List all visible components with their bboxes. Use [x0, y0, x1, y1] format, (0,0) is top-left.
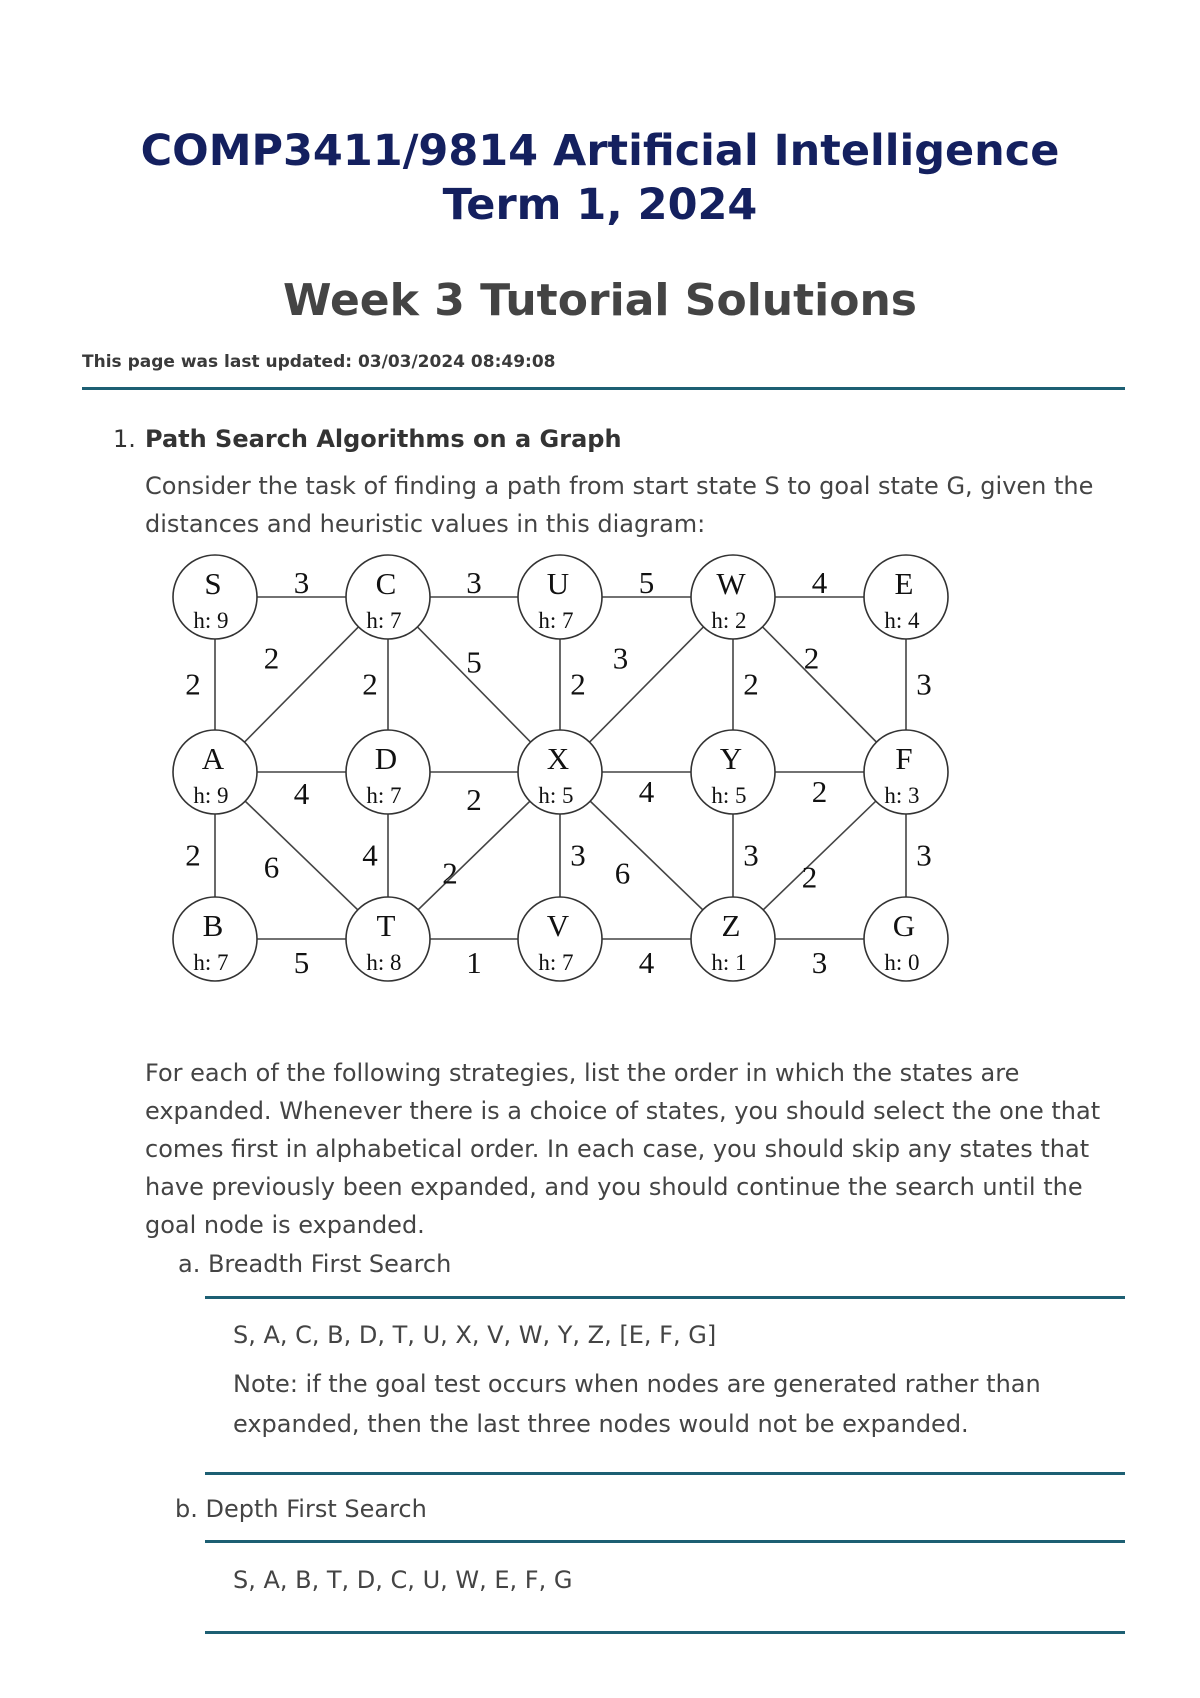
edge-weight-X-Y: 4: [638, 774, 655, 809]
node-heuristic-B: h: 7: [193, 950, 229, 975]
node-Y: [691, 730, 775, 814]
node-heuristic-E: h: 4: [884, 608, 920, 633]
edge-weight-C-D: 2: [362, 666, 378, 702]
node-label-C: C: [375, 566, 397, 601]
edge-weight-T-V: 1: [466, 945, 482, 980]
question-title: Path Search Algorithms on a Graph: [145, 425, 622, 453]
edge-weight-D-T: 4: [362, 837, 378, 873]
node-heuristic-C: h: 7: [366, 608, 402, 633]
part-b-label: b. Depth First Search: [175, 1495, 427, 1523]
node-U: [518, 555, 602, 639]
edge-weight-A-T: 6: [263, 849, 280, 885]
edge-weight-S-A: 2: [185, 666, 201, 702]
edge-weight-Y-F: 2: [811, 774, 828, 809]
edge-weight-X-Z: 6: [614, 855, 631, 891]
question-instructions: For each of the following strategies, list the order in which the states are expanded. Whenever there is a choice of states, you should select the one that comes first in alphabetical order. In each case, you should skip any states that have previously been expanded, and you should continue the search until the goal node is expanded.: [145, 1059, 1101, 1239]
node-T: [346, 897, 430, 981]
node-label-A: A: [201, 741, 225, 776]
edge-weight-A-B: 2: [185, 837, 201, 873]
node-label-U: U: [546, 566, 570, 601]
edge-weight-W-E: 4: [811, 565, 828, 600]
part-a-label: a. Breadth First Search: [178, 1250, 452, 1278]
node-heuristic-S: h: 9: [193, 608, 229, 633]
edge-weight-V-Z: 4: [638, 945, 655, 980]
node-label-F: F: [895, 741, 913, 776]
node-label-E: E: [894, 566, 914, 601]
edge-weight-W-Y: 2: [743, 666, 759, 702]
node-label-W: W: [716, 566, 746, 601]
question-intro: Consider the task of finding a path from start state S to goal state G, given the distances and heuristic values in this diagram:: [145, 472, 1094, 538]
node-heuristic-F: h: 3: [884, 783, 920, 808]
edge-weight-X-V: 3: [570, 837, 586, 873]
question-number: 1.: [113, 425, 136, 453]
edge-weight-A-D: 4: [293, 776, 310, 811]
node-F: [864, 730, 948, 814]
node-heuristic-D: h: 7: [366, 783, 402, 808]
node-S: [173, 555, 257, 639]
node-label-Y: Y: [719, 741, 743, 776]
node-label-X: X: [546, 741, 570, 776]
edge-weight-T-X: 2: [442, 855, 458, 891]
edge-weight-U-W: 5: [638, 565, 655, 600]
node-label-G: G: [892, 908, 916, 943]
node-W: [691, 555, 775, 639]
edge-weight-E-F: 3: [916, 666, 932, 702]
node-V: [518, 897, 602, 981]
course-term: Term 1, 2024: [442, 180, 758, 230]
course-title: COMP3411/9814 Artificial Intelligence: [140, 126, 1060, 176]
edge-weight-Z-F: 2: [801, 859, 818, 895]
edge-weight-X-W: 3: [612, 640, 629, 676]
node-heuristic-U: h: 7: [538, 608, 574, 633]
node-label-Z: Z: [721, 908, 741, 943]
part-a-divider-bottom: [205, 1472, 1125, 1475]
part-b-divider-bottom: [205, 1631, 1125, 1634]
edge-weight-C-X: 5: [466, 644, 482, 680]
edge-weight-B-T: 5: [293, 945, 310, 980]
node-C: [346, 555, 430, 639]
node-heuristic-G: h: 0: [884, 950, 920, 975]
top-divider: [82, 387, 1125, 390]
node-X: [518, 730, 602, 814]
edge-weight-D-X: 2: [466, 782, 482, 817]
edge-weight-Z-G: 3: [811, 945, 828, 980]
edge-weight-S-C: 3: [293, 565, 310, 600]
search-graph-diagram: [150, 545, 950, 985]
edge-weight-U-X: 2: [570, 666, 586, 702]
node-D: [346, 730, 430, 814]
node-heuristic-Z: h: 1: [711, 950, 747, 975]
part-a-divider-top: [205, 1296, 1125, 1299]
node-E: [864, 555, 948, 639]
node-heuristic-W: h: 2: [711, 608, 747, 633]
part-a-answer: S, A, C, B, D, T, U, X, V, W, Y, Z, [E, F, G]: [233, 1321, 717, 1349]
last-updated: This page was last updated: 03/03/2024 08:49:08: [82, 352, 556, 372]
edge-weight-C-U: 3: [466, 565, 482, 600]
node-heuristic-X: h: 5: [538, 783, 574, 808]
node-G: [864, 897, 948, 981]
node-heuristic-T: h: 8: [366, 950, 402, 975]
part-b-divider-top: [205, 1540, 1125, 1543]
edge-weight-F-G: 3: [916, 837, 932, 873]
part-b-answer: S, A, B, T, D, C, U, W, E, F, G: [233, 1566, 573, 1594]
node-label-B: B: [202, 908, 224, 943]
node-label-D: D: [374, 741, 398, 776]
node-heuristic-V: h: 7: [538, 950, 574, 975]
node-heuristic-A: h: 9: [193, 783, 229, 808]
page-title: Week 3 Tutorial Solutions: [283, 275, 917, 326]
node-B: [173, 897, 257, 981]
node-label-V: V: [546, 908, 570, 943]
node-heuristic-Y: h: 5: [711, 783, 747, 808]
node-Z: [691, 897, 775, 981]
node-A: [173, 730, 257, 814]
edge-weight-Y-Z: 3: [743, 837, 759, 873]
node-label-S: S: [204, 566, 222, 601]
edge-weight-W-F: 2: [803, 640, 820, 676]
part-a-note: Note: if the goal test occurs when nodes are generated rather than expanded, then the last three nodes would not be expanded.: [233, 1370, 1041, 1438]
edge-weight-A-C: 2: [263, 640, 280, 676]
node-label-T: T: [376, 908, 396, 943]
